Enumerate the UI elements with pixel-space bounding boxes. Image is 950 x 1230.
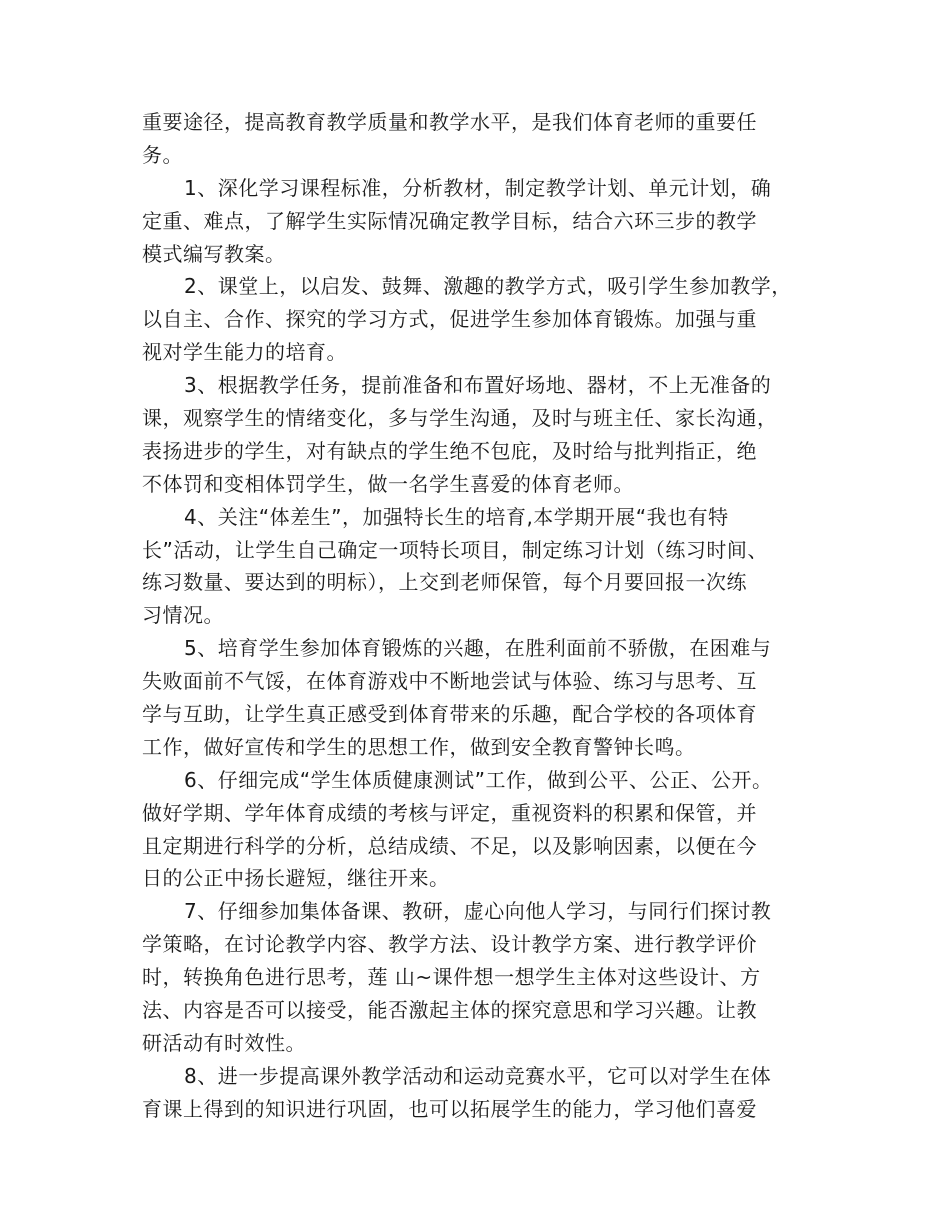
text-line: 学与互助，让学生真正感受到体育带来的乐趣，配合学校的各项体育 bbox=[142, 702, 757, 727]
text-line: 练习数量、要达到的明标），上交到老师保管，每个月要回报一次练 bbox=[142, 570, 747, 595]
text-line: 模式编写教案。 bbox=[142, 241, 286, 266]
text-line: 且定期进行科学的分析，总结成绩、不足，以及影响因素，以便在今 bbox=[142, 833, 757, 858]
paragraph-start-line: 1、深化学习课程标准，分析教材，制定教学计划、单元计划，确 bbox=[184, 175, 772, 200]
text-line: 重要途径，提高教育教学质量和教学水平，是我们体育老师的重要任 bbox=[142, 110, 757, 134]
text-line: 视对学生能力的培育。 bbox=[142, 340, 347, 365]
paragraph-start-line: 6、仔细完成“学生体质健康测试”工作，做到公平、公正、公开。 bbox=[184, 767, 773, 792]
paragraph-start-line: 2、课堂上，以启发、鼓舞、激趣的教学方式，吸引学生参加教学， bbox=[184, 274, 792, 299]
text-line: 以自主、合作、探究的学习方式，促进学生参加体育锻炼。加强与重 bbox=[142, 307, 757, 332]
text-line: 表扬进步的学生，对有缺点的学生绝不包庇，及时给与批判指正，绝 bbox=[142, 438, 757, 463]
text-line: 定重、难点，了解学生实际情况确定教学目标，结合六环三步的教学 bbox=[142, 208, 757, 233]
paragraph-start-line: 8、进一步提高课外教学活动和运动竞赛水平，它可以对学生在体 bbox=[184, 1063, 772, 1088]
text-line: 时，转换角色进行思考，莲 山~课件想一想学生主体对这些设计、方 bbox=[142, 965, 761, 990]
text-line: 务。 bbox=[142, 142, 183, 167]
text-line: 学策略，在讨论教学内容、教学方法、设计教学方案、进行教学评价 bbox=[142, 932, 757, 957]
text-line: 不体罚和变相体罚学生，做一名学生喜爱的体育老师。 bbox=[142, 471, 634, 496]
paragraph-start-line: 4、关注“体差生”，加强特长生的培育,本学期开展“我也有特 bbox=[184, 504, 729, 529]
document-body bbox=[142, 106, 832, 1126]
paragraph-start-line: 3、根据教学任务，提前准备和布置好场地、器材，不上无准备的 bbox=[184, 373, 772, 398]
paragraph-start-line: 7、仔细参加集体备课、教研，虚心向他人学习，与同行们探讨教 bbox=[184, 899, 772, 924]
paragraph-start-line: 5、培育学生参加体育锻炼的兴趣，在胜利面前不骄傲，在困难与 bbox=[184, 636, 772, 661]
text-line: 做好学期、学年体育成绩的考核与评定，重视资料的积累和保管，并 bbox=[142, 800, 757, 825]
text-line: 日的公正中扬长避短，继往开来。 bbox=[142, 866, 450, 891]
text-line: 失败面前不气馁，在体育游戏中不断地尝试与体验、练习与思考、互 bbox=[142, 669, 757, 694]
text-line: 法、内容是否可以接受，能否激起主体的探究意思和学习兴趣。让教 bbox=[142, 998, 757, 1023]
text-line: 习情况。 bbox=[142, 603, 224, 628]
text-line: 长”活动，让学生自己确定一项特长项目，制定练习计划（练习时间、 bbox=[142, 537, 768, 562]
text-line: 育课上得到的知识进行巩固，也可以拓展学生的能力，学习他们喜爱 bbox=[142, 1096, 757, 1121]
text-line: 研活动有时效性。 bbox=[142, 1030, 306, 1055]
text-line: 工作，做好宣传和学生的思想工作，做到安全教育警钟长鸣。 bbox=[142, 734, 696, 759]
text-line: 课，观察学生的情绪变化，多与学生沟通，及时与班主任、家长沟通， bbox=[142, 406, 778, 431]
